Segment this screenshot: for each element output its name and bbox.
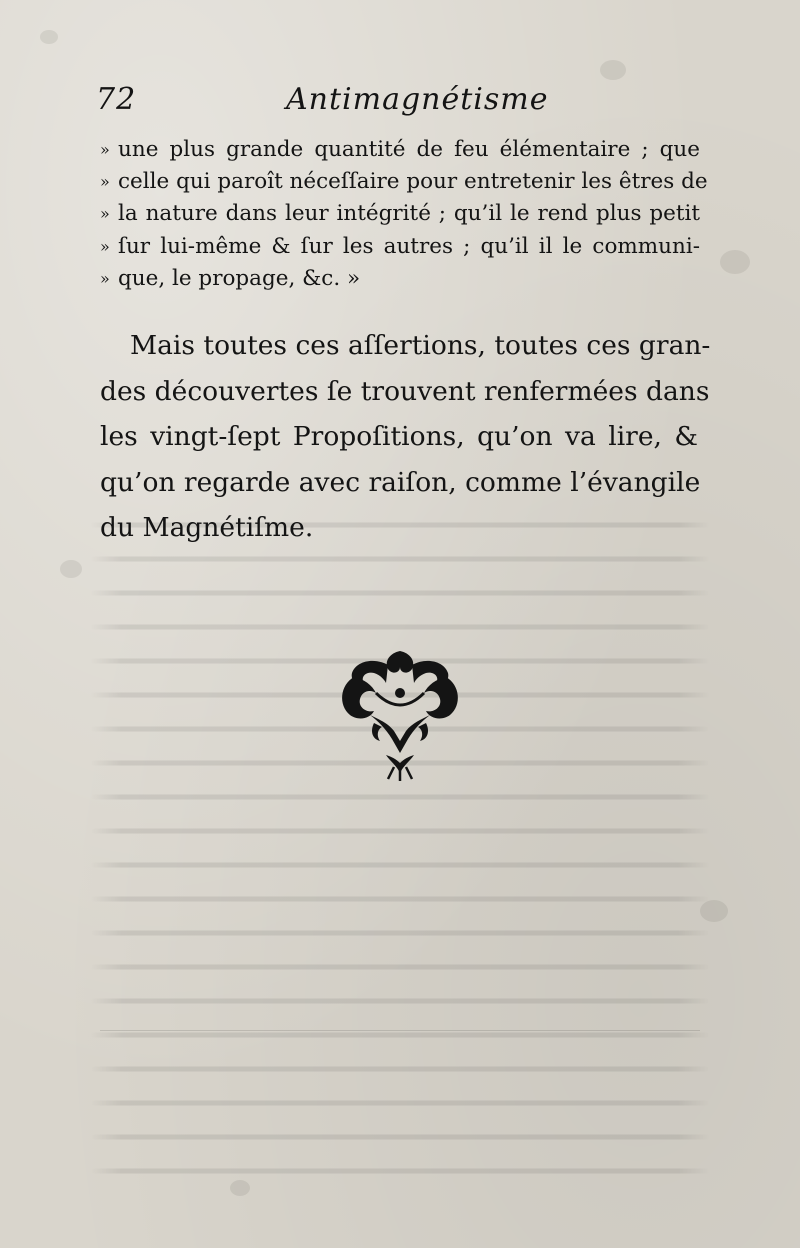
quote-line-text: celle qui paroît néceſſaire pour entretenir les êtres de bbox=[118, 169, 708, 195]
quote-mark: » bbox=[100, 268, 110, 288]
running-head: Antimagnétisme bbox=[286, 82, 549, 117]
quote-line-text: ſur lui-même & ſur les autres ; qu’il il le communi- bbox=[118, 233, 700, 259]
quote-mark: » bbox=[100, 236, 110, 256]
quote-line bbox=[100, 198, 700, 230]
quote-line bbox=[100, 134, 700, 166]
paragraph-line: qu’on regarde avec raiſon, comme l’évangile bbox=[100, 466, 701, 498]
show-through-bleed bbox=[90, 500, 710, 1200]
quote-mark: » bbox=[100, 140, 110, 159]
quote-line-text: une plus grande quantité de feu élémentaire ; que bbox=[118, 137, 700, 162]
page-header bbox=[96, 82, 696, 122]
paper-speck bbox=[600, 60, 626, 80]
quote-mark: » bbox=[100, 204, 110, 224]
quote-line bbox=[100, 231, 700, 263]
paper-speck bbox=[40, 30, 58, 44]
paragraph-line: les vingt-ſept Propoſitions, qu’on va lire, & bbox=[100, 421, 698, 452]
quote-line-text: la nature dans leur intégrité ; qu’il le rend plus petit bbox=[118, 201, 700, 227]
paragraph-line: Mais toutes ces aſſertions, toutes ces gran- bbox=[130, 330, 711, 361]
quote-line-text: que, le propage, &c. » bbox=[118, 265, 361, 291]
paper-speck bbox=[720, 250, 750, 274]
quote-line bbox=[100, 166, 708, 198]
quoted-passage bbox=[100, 134, 708, 295]
show-through-rule bbox=[100, 1030, 700, 1031]
fleuron-ornament-icon bbox=[330, 643, 470, 783]
quote-mark: » bbox=[100, 172, 110, 192]
paper-speck bbox=[700, 900, 728, 922]
page-number: 72 bbox=[96, 82, 137, 117]
paragraph-line: des découvertes ſe trouvent renfermées dans bbox=[100, 375, 710, 407]
paper-speck bbox=[60, 560, 82, 578]
paper-speck bbox=[230, 1180, 250, 1196]
body-paragraph bbox=[100, 323, 711, 551]
paragraph-line: du Magnétiſme. bbox=[100, 512, 314, 543]
quote-line bbox=[100, 263, 700, 295]
